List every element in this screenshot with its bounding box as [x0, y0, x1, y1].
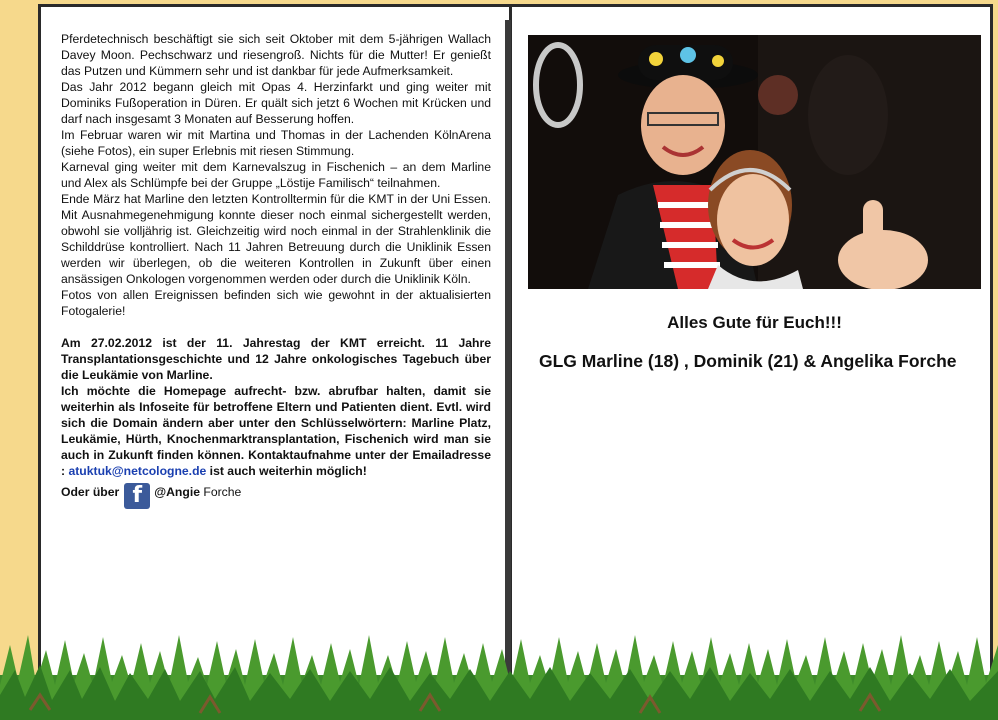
facebook-handle[interactable]: @Angie	[154, 485, 200, 499]
email-suffix: ist auch weiterhin möglich!	[206, 464, 367, 478]
paragraph-carnival: Karneval ging weiter mit dem Karnevalszug in Fischenich – an dem Marline und Alex als Schlümpfe bei der Gruppe „Löstije Familisch“ teilnahmen.	[61, 160, 491, 190]
left-page-text	[61, 31, 491, 508]
paragraph-2012: Das Jahr 2012 begann gleich mit Opas 4. Herzinfarkt und ging weiter mit Dominiks Fußoperation in Düren. Er quält sich jetzt 6 Wochen mit Krücken und darf nach insgesamt 3 Monaten auf Besserung hoffen.	[61, 80, 491, 126]
facebook-handle-suffix: Forche	[203, 485, 242, 499]
paragraph-horse: Pferdetechnisch beschäftigt sie sich seit Oktober mit dem 5-jährigen Wallach Davey Moon. Pechschwarz und riesengroß. Nichts für die Mutter! Er genießt das Putzen und Kümmern sehr und ist dankbar für jede Aufmerksamkeit.	[61, 32, 491, 78]
facebook-icon[interactable]: f	[124, 483, 150, 509]
caption-names: GLG Marline (18) , Dominik (21) & Angelika	[539, 351, 894, 371]
book-spine	[505, 20, 511, 710]
caption-signature	[539, 351, 998, 372]
anniversary-text: Am 27.02.2012 ist der 11. Jahrestag der KMT erreicht. 11 Jahre Transplantationsgeschichte und 12 Jahre onkologisches Tagebuch über die Leukämie von Marline.	[61, 336, 491, 382]
paragraph-march: Ende März hat Marline den letzten Kontrolltermin für die KMT in der Uni Essen. Mit Ausnahmegenehmigung konnte dieser noch einmal sichergestellt werden, obwohl sie volljährig ist. Gleichzeitig wird noch einmal in der Strahlenklinik die Schilddrüse kontrolliert. Nach 11 Jahren Betreuung durch die Uniklinik Essen werden wir überlegen, ob die weiteren Kontrollen in Zukunft über einen ansässigen Onkologen vorgenommen werden oder durch die Uniklinik Köln.	[61, 192, 491, 286]
grass-decoration	[0, 625, 998, 720]
paragraph-photos: Fotos von allen Ereignissen befinden sich wie gewohnt in der aktualisierten Fotogalerie!	[61, 288, 491, 318]
paragraph-february: Im Februar waren wir mit Martina und Thomas in der Lachenden KölnArena (siehe Fotos), ein super Erlebnis mit riesen Stimmung.	[61, 128, 491, 158]
facebook-line	[61, 479, 491, 508]
homepage-body: Ich möchte die Homepage aufrecht- bzw. abrufbar halten, damit sie weiterhin als Infoseite für betroffene Eltern und Patienten dient. Evtl. wird sich die Domain ändern aber unter den Schlüsselwörtern: Marline Platz, Leukämie, Hürth, Knochenmarktransplantation, Fischenich wird man sie auch in Zukunft finden können. Kontaktaufnahme unter der Emailadresse :	[61, 384, 491, 478]
caption-wishes: Alles Gute für Euch!!!	[667, 313, 842, 332]
facebook-prefix: Oder über	[61, 485, 120, 499]
carnival-photo	[528, 35, 981, 289]
caption-surname: Forche	[898, 351, 957, 371]
email-link[interactable]: atuktuk@netcologne.de	[68, 464, 207, 478]
homepage-text	[61, 383, 491, 479]
